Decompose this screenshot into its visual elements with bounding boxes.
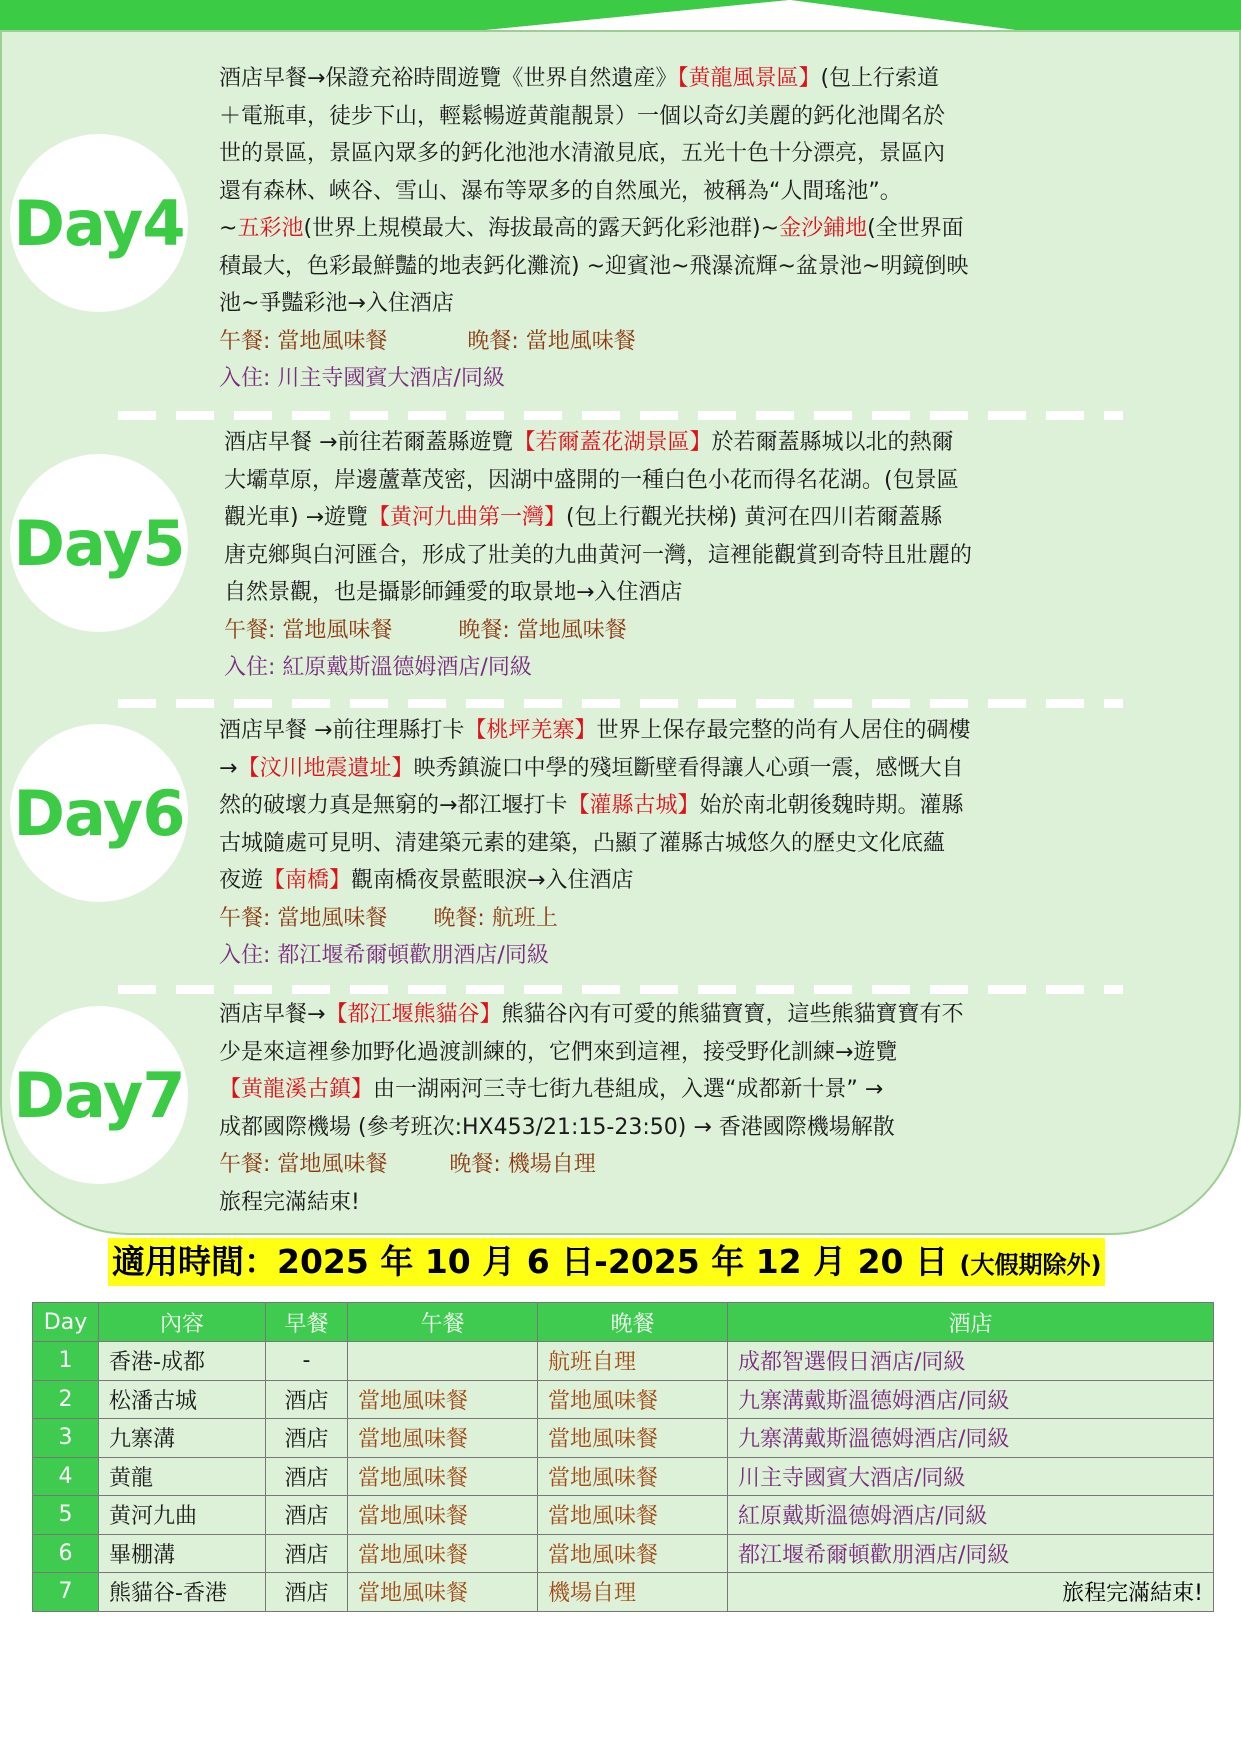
description-line: 觀光車) →遊覽【黄河九曲第一灣】(包上行觀光扶梯) 黄河在四川若爾蓋縣 — [224, 505, 943, 530]
hotel-text: 入住: 川主寺國賓大酒店/同級 — [219, 366, 505, 391]
day-number-cell: 1 — [33, 1342, 99, 1381]
breakfast-cell: 酒店 — [266, 1573, 348, 1612]
day-badge: Day7 — [10, 1006, 188, 1184]
lunch-cell: 當地風味餐 — [348, 1534, 538, 1573]
day-number-cell: 2 — [33, 1380, 99, 1419]
description-line: 然的破壞力真是無窮的→都江堰打卡【灌縣古城】始於南北朝後魏時期。灌縣 — [219, 793, 964, 818]
table-header-row — [33, 1303, 1214, 1342]
day-number-cell: 5 — [33, 1496, 99, 1535]
lunch-cell: 當地風味餐 — [348, 1573, 538, 1612]
lunch-cell: 當地風味餐 — [348, 1419, 538, 1458]
description-line: 夜遊【南橋】觀南橋夜景藍眼淚→入住酒店 — [219, 868, 634, 893]
content-cell: 九寨溝 — [99, 1419, 266, 1458]
lunch-text: 午餐: 當地風味餐 — [224, 617, 393, 643]
lunch-cell: 當地風味餐 — [348, 1496, 538, 1535]
hotel-cell: 川主寺國賓大酒店/同級 — [728, 1457, 1214, 1496]
breakfast-cell: 酒店 — [266, 1419, 348, 1458]
meals-line — [224, 612, 1094, 650]
content-cell: 香港-成都 — [99, 1342, 266, 1381]
day-number-cell: 3 — [33, 1419, 99, 1458]
breakfast-cell: 酒店 — [266, 1457, 348, 1496]
content-cell: 松潘古城 — [99, 1380, 266, 1419]
dashed-divider — [118, 699, 1123, 708]
day-number-cell: 7 — [33, 1573, 99, 1612]
period-text: 適用時間：2025 年 10 月 6 日-2025 年 12 月 20 日 — [112, 1242, 949, 1281]
column-header: 午餐 — [348, 1303, 538, 1342]
meals-line — [219, 900, 1099, 938]
itinerary-summary-table — [32, 1302, 1214, 1612]
hotel-cell: 旅程完滿結束! — [728, 1573, 1214, 1612]
day-description — [219, 60, 1089, 398]
description-line: 世的景區，景區內眾多的鈣化池池水清澈見底，五光十色十分漂亮，景區內 — [219, 141, 946, 166]
content-cell: 熊貓谷-香港 — [99, 1573, 266, 1612]
day-badge: Day4 — [10, 134, 188, 312]
hotel-text: 入住: 都江堰希爾頓歡朋酒店/同級 — [219, 943, 549, 968]
period-note: (大假期除外) — [959, 1251, 1102, 1279]
lunch-text: 午餐: 當地風味餐 — [219, 328, 388, 354]
description-line: 唐克鄉與白河匯合，形成了壯美的九曲黄河一灣，這裡能觀賞到奇特且壯麗的 — [224, 542, 973, 568]
description-line: 酒店早餐 →前往若爾蓋縣遊覽【若爾蓋花湖景區】於若爾蓋縣城以北的熱爾 — [224, 430, 954, 455]
hotel-cell: 成都智選假日酒店/同級 — [728, 1342, 1214, 1381]
dashed-divider — [118, 411, 1123, 420]
lunch-text: 午餐: 當地風味餐 — [219, 905, 388, 931]
description-line: ~五彩池(世界上規模最大、海拔最高的露天鈣化彩池群)~金沙鋪地(全世界面 — [219, 216, 964, 241]
day-description — [224, 424, 1094, 687]
description-line: 池~爭豔彩池→入住酒店 — [219, 291, 454, 316]
table-row — [33, 1534, 1214, 1573]
meals-line — [219, 323, 1089, 361]
description-line: 古城隨處可見明、清建築元素的建築，凸顯了灌縣古城悠久的歷史文化底蘊 — [219, 830, 946, 856]
description-line: 成都國際機場 (參考班次:HX453/21:15-23:50) → 香港國際機場解散 — [219, 1114, 895, 1140]
description-line: ＋電瓶車，徒步下山，輕鬆暢遊黄龍靚景）一個以奇幻美麗的鈣化池聞名於 — [219, 103, 946, 129]
dinner-text: 晚餐: 當地風味餐 — [458, 617, 627, 643]
closing-text: 旅程完滿結束! — [219, 1189, 360, 1215]
table-row — [33, 1419, 1214, 1458]
dinner-cell: 當地風味餐 — [538, 1457, 728, 1496]
day-badge: Day6 — [10, 724, 188, 902]
day-description — [219, 996, 1099, 1221]
dinner-cell: 當地風味餐 — [538, 1496, 728, 1535]
table-row — [33, 1380, 1214, 1419]
day-number-cell: 6 — [33, 1534, 99, 1573]
description-line: 自然景觀，也是攝影師鍾愛的取景地→入住酒店 — [224, 580, 683, 605]
hotel-cell: 都江堰希爾頓歡朋酒店/同級 — [728, 1534, 1214, 1573]
dinner-cell: 航班自理 — [538, 1342, 728, 1381]
hotel-text: 入住: 紅原戴斯溫德姆酒店/同級 — [224, 655, 532, 680]
description-line: 酒店早餐→【都江堰熊貓谷】熊貓谷內有可愛的熊貓寶寶，這些熊貓寶寶有不 — [219, 1002, 964, 1027]
validity-period — [108, 1238, 1105, 1286]
description-line: 積最大，色彩最鮮豔的地表鈣化灘流) ~迎賓池~飛瀑流輝~盆景池~明鏡倒映 — [219, 253, 969, 279]
dinner-text: 晚餐: 航班上 — [433, 905, 558, 931]
breakfast-cell: - — [266, 1342, 348, 1381]
hotel-cell: 紅原戴斯溫德姆酒店/同級 — [728, 1496, 1214, 1535]
description-line: →【汶川地震遺址】映秀鎮漩口中學的殘垣斷壁看得讓人心頭一震，感慨大自 — [219, 755, 964, 781]
dinner-cell: 當地風味餐 — [538, 1419, 728, 1458]
day-description — [219, 712, 1099, 975]
breakfast-cell: 酒店 — [266, 1496, 348, 1535]
dinner-cell: 當地風味餐 — [538, 1380, 728, 1419]
day-number-cell: 4 — [33, 1457, 99, 1496]
table-row — [33, 1342, 1214, 1381]
description-line: 【黄龍溪古鎮】由一湖兩河三寺七街九巷組成，入選“成都新十景” → — [219, 1077, 884, 1102]
lunch-cell: 當地風味餐 — [348, 1380, 538, 1419]
description-line: 酒店早餐 →前往理縣打卡【桃坪羌寨】世界上保存最完整的尚有人居住的碉樓 — [219, 718, 971, 743]
dinner-text: 晚餐: 機場自理 — [449, 1152, 596, 1177]
dinner-cell: 當地風味餐 — [538, 1534, 728, 1573]
hotel-cell: 九寨溝戴斯溫德姆酒店/同級 — [728, 1380, 1214, 1419]
content-cell: 黄河九曲 — [99, 1496, 266, 1535]
column-header: 酒店 — [728, 1303, 1214, 1342]
hotel-cell: 九寨溝戴斯溫德姆酒店/同級 — [728, 1419, 1214, 1458]
table-row — [33, 1496, 1214, 1535]
dashed-divider — [118, 985, 1123, 994]
description-line: 少是來這裡參加野化過渡訓練的，它們來到這裡，接受野化訓練→遊覽 — [219, 1039, 898, 1065]
column-header: 晚餐 — [538, 1303, 728, 1342]
table-row — [33, 1573, 1214, 1612]
description-line: 酒店早餐→保證充裕時間遊覽《世界自然遺産》【黄龍風景區】(包上行索道 — [219, 66, 940, 91]
description-line: 大壩草原，岸邊蘆葦茂密，因湖中盛開的一種白色小花而得名花湖。(包景區 — [224, 467, 959, 493]
breakfast-cell: 酒店 — [266, 1534, 348, 1573]
lunch-text: 午餐: 當地風味餐 — [219, 1152, 388, 1177]
lunch-cell — [348, 1342, 538, 1381]
column-header: 內容 — [99, 1303, 266, 1342]
breakfast-cell: 酒店 — [266, 1380, 348, 1419]
meals-line — [219, 1146, 1099, 1184]
dinner-text: 晚餐: 當地風味餐 — [467, 328, 636, 354]
dinner-cell: 機場自理 — [538, 1573, 728, 1612]
column-header: 早餐 — [266, 1303, 348, 1342]
content-cell: 黄龍 — [99, 1457, 266, 1496]
description-line: 還有森林、峽谷、雪山、瀑布等眾多的自然風光，被稱為“人間瑤池”。 — [219, 178, 902, 204]
lunch-cell: 當地風味餐 — [348, 1457, 538, 1496]
column-header: Day — [33, 1303, 99, 1342]
table-row — [33, 1457, 1214, 1496]
day-badge: Day5 — [10, 454, 188, 632]
content-cell: 畢棚溝 — [99, 1534, 266, 1573]
